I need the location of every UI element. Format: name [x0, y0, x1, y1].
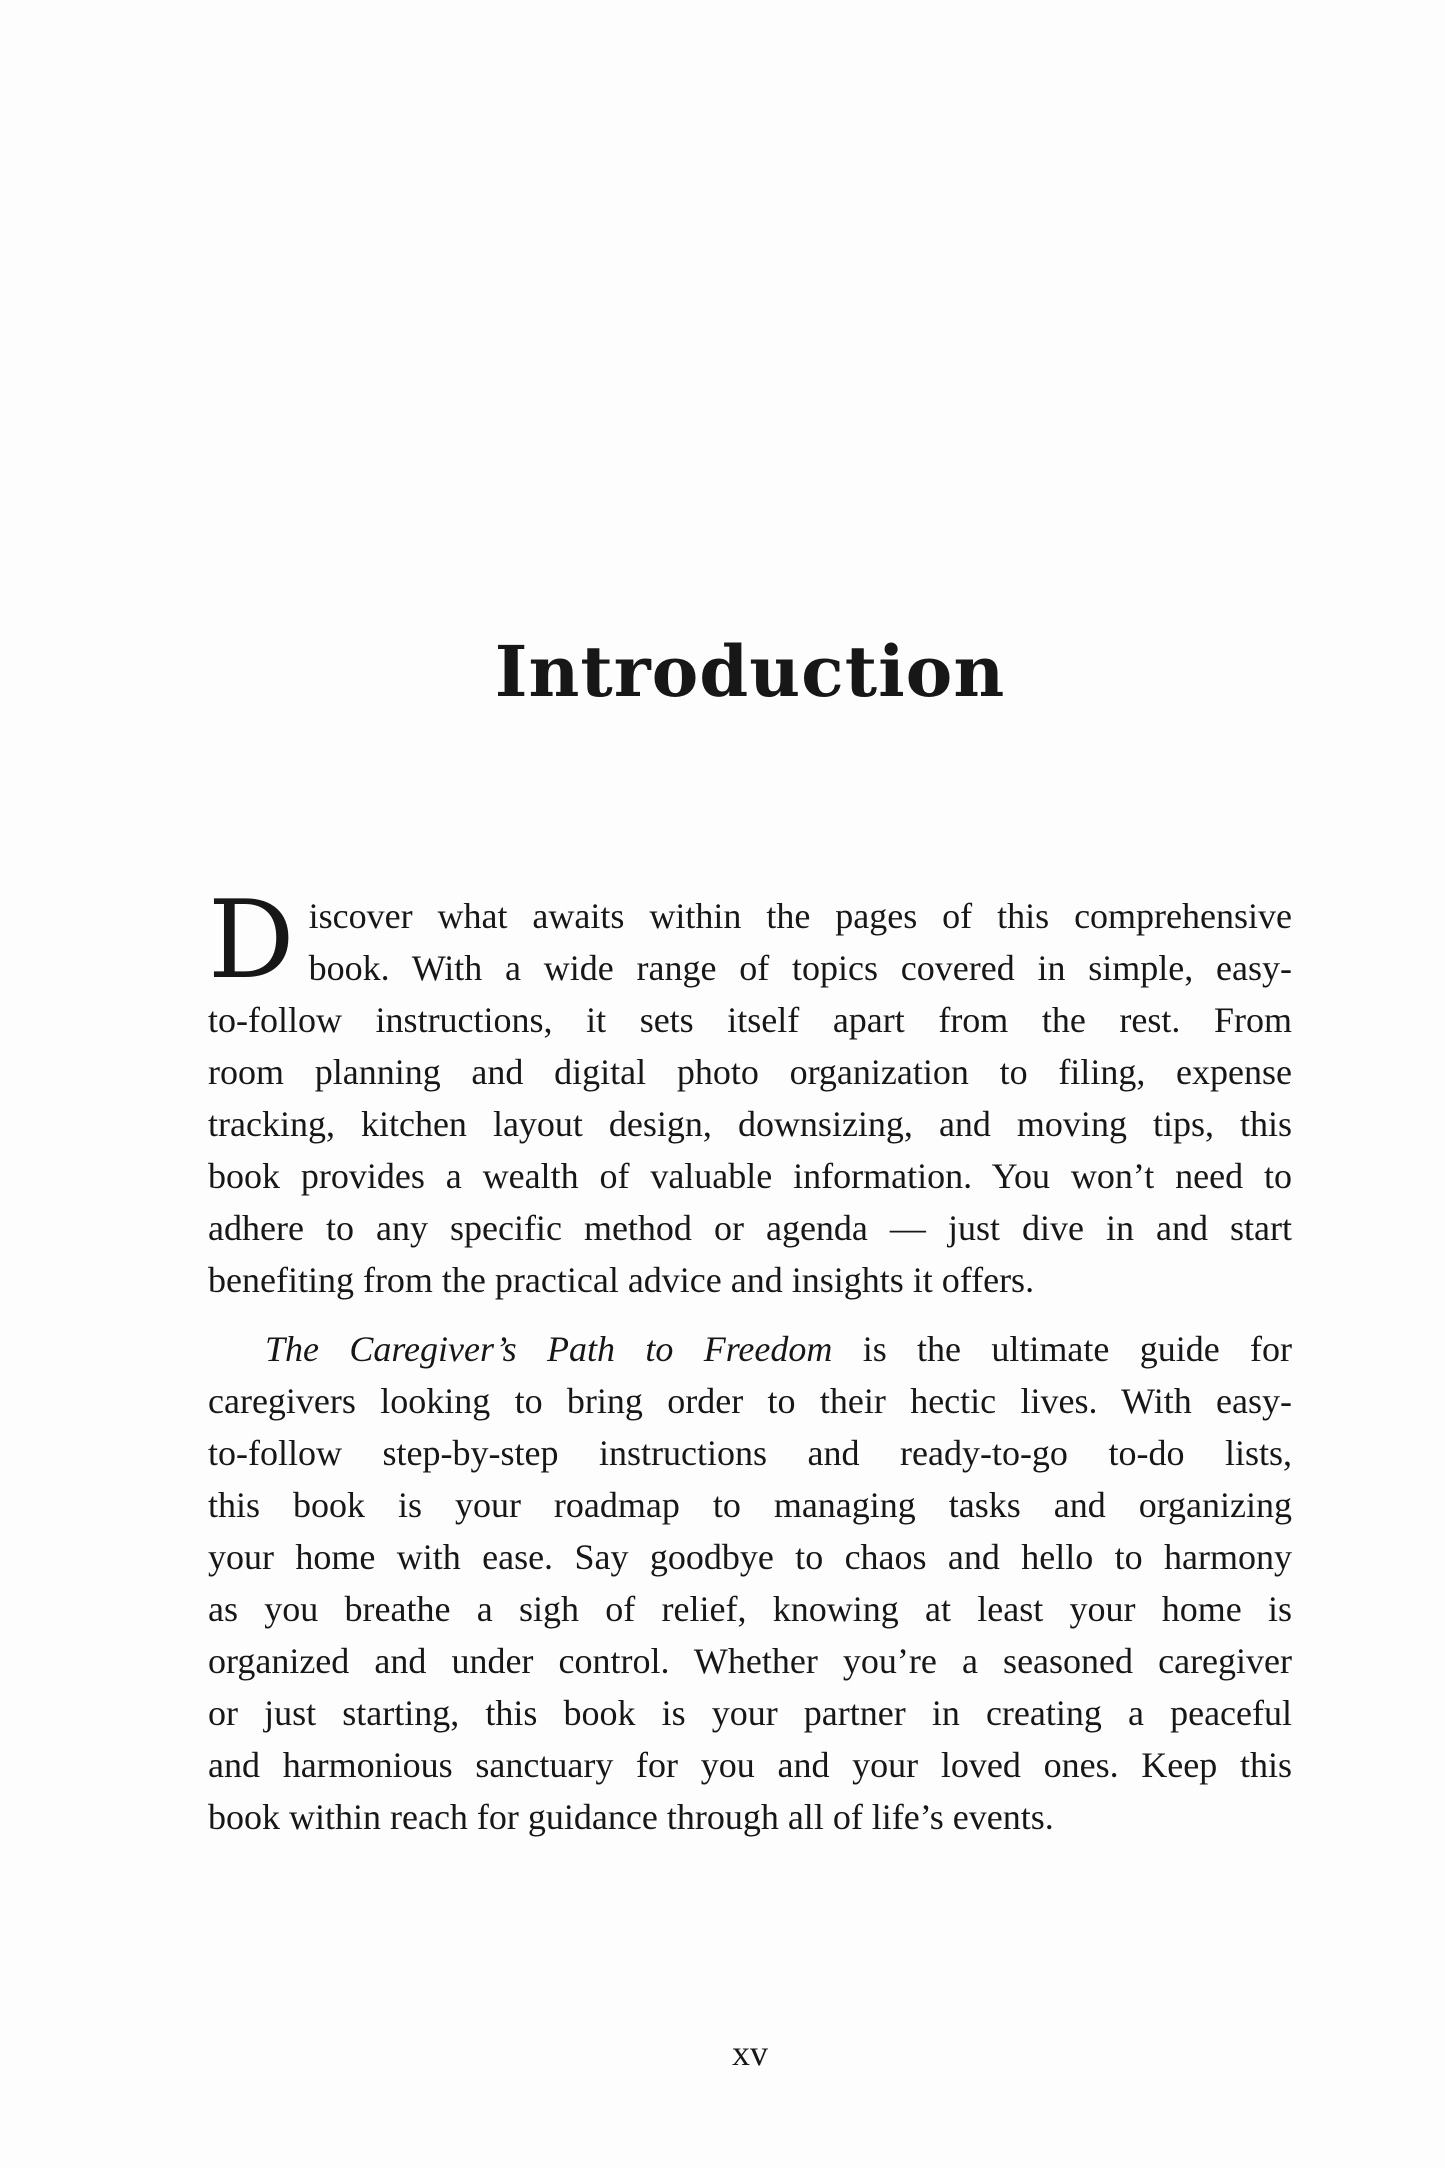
text-line: and harmonious sanctuary for you and your loved ones. Keep this	[208, 1745, 1292, 1785]
text-line: benefiting from the practical advice and insights it offers.	[208, 1260, 1035, 1300]
text-line: room planning and digital photo organization to filing, expense	[208, 1052, 1292, 1092]
chapter-title: Introduction	[494, 630, 1006, 713]
text-line: to-follow instructions, it sets itself apart from the rest. From	[208, 1000, 1292, 1040]
text-line: iscover what awaits within the pages of this comprehensive	[308, 896, 1292, 936]
drop-cap: D	[208, 878, 295, 1003]
text-line: book provides a wealth of valuable information. You won’t need to	[208, 1156, 1292, 1196]
text-line: book. With a wide range of topics covered in simple, easy-	[308, 948, 1292, 988]
book-title-italic: The Caregiver’s Path to Freedom	[265, 1329, 833, 1369]
page-number: xv	[732, 2033, 768, 2073]
text-line: this book is your roadmap to managing tasks and organizing	[208, 1485, 1292, 1525]
text-column	[208, 0, 1292, 2071]
text-line: as you breathe a sigh of relief, knowing at least your home is	[208, 1589, 1292, 1629]
text-line	[208, 1323, 1292, 1375]
text-line: your home with ease. Say goodbye to chaos and hello to harmony	[208, 1537, 1292, 1577]
text-line: book within reach for guidance through all of life’s events.	[208, 1797, 1054, 1837]
text-line: adhere to any specific method or agenda — just dive in and start	[208, 1208, 1292, 1248]
text-line: organized and under control. Whether you’re a seasoned caregiver	[208, 1641, 1292, 1681]
paragraph-1	[208, 878, 1292, 1306]
text-line: tracking, kitchen layout design, downsizing, and moving tips, this	[208, 1104, 1292, 1144]
paragraph-2	[208, 1323, 1292, 1843]
text-line: caregivers looking to bring order to their hectic lives. With easy-	[208, 1381, 1292, 1421]
text-line-rest: is the ultimate guide for	[832, 1329, 1292, 1369]
text-line: to-follow step-by-step instructions and ready-to-go to-do lists,	[208, 1433, 1292, 1473]
text-line: or just starting, this book is your partner in creating a peaceful	[208, 1693, 1292, 1733]
